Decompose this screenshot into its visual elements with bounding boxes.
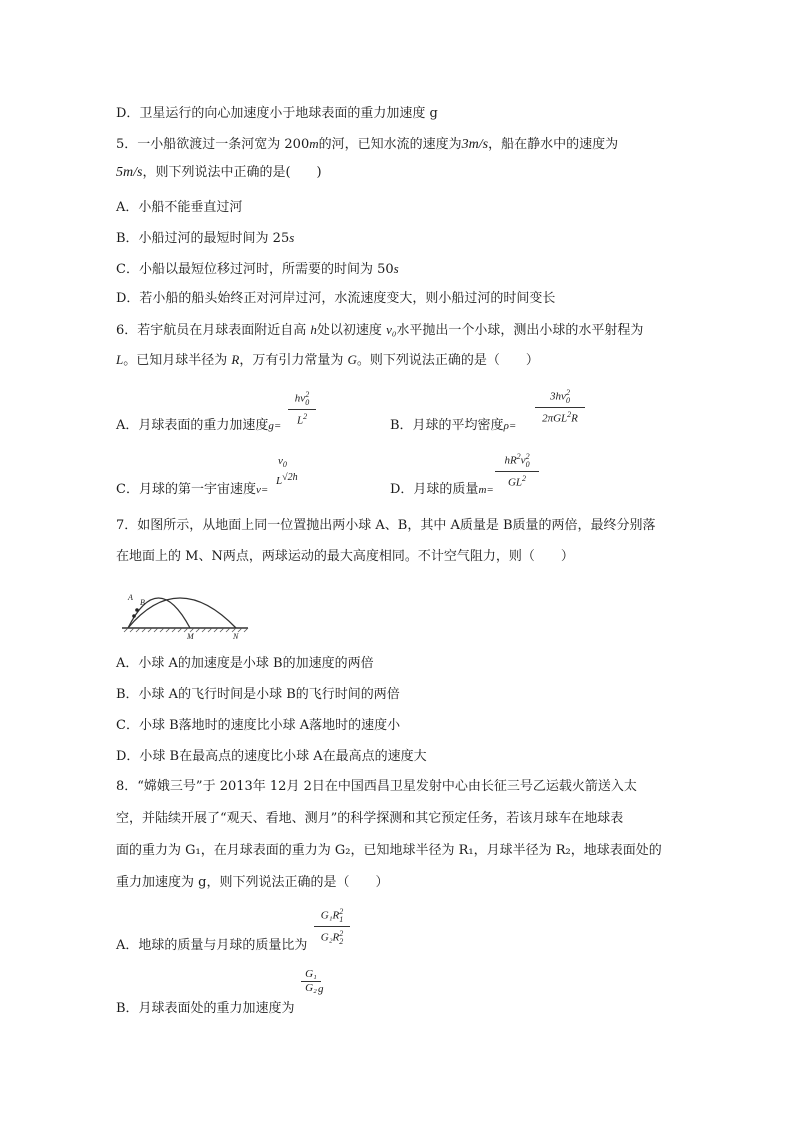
q7-stem-line1: 7．如图所示，从地面上同一位置抛出两小球 A、B，其中 A质量是 B质量的两倍，最终分别落 xyxy=(116,518,656,533)
q8-stem-line1: 8．“嫦娥三号”于 2013年 12月 2日在中国西昌卫星发射中心由长征三号乙运载火箭送入太 xyxy=(116,779,637,794)
q8-option-b-g: g xyxy=(318,983,324,995)
q8-stem-line2: 空，并陆续开展了“观天、看地、测月”的科学探测和其它预定任务，若该月球车在地球表 xyxy=(116,811,624,826)
q5-stem-line2: 5m/s，则下列说法中正确的是( ) xyxy=(116,165,322,180)
label-n: N xyxy=(233,632,239,640)
ball-a xyxy=(132,614,136,618)
q6-option-d-formula: $hR^2v^2_0$ $GL^2$ xyxy=(495,450,539,490)
q8-option-a: A．地球的质量与月球的质量比为 xyxy=(116,938,308,953)
q8-stem-line4: 重力加速度为 g，则下列说法正确的是（ ） xyxy=(116,875,389,890)
label-b: B xyxy=(140,598,145,607)
q4-option-d: D．卫星运行的向心加速度小于地球表面的重力加速度 g xyxy=(116,106,438,121)
q5-stem-line1: 5．一小船欲渡过一条河宽为 200m的河，已知水流的速度为3m/s，船在静水中的速度为 xyxy=(116,136,619,152)
q7-option-b: B．小球 A的飞行时间是小球 B的飞行时间的两倍 xyxy=(116,687,400,702)
q5-option-c: C．小船以最短位移过河时，所需要的时间为 50s xyxy=(116,261,399,277)
q6-option-b: B．月球的平均密度ρ= xyxy=(390,418,517,433)
q6-option-a-formula: $hv^2_0$ $L^2$ xyxy=(288,388,316,428)
q8-option-b: B．月球表面处的重力加速度为 xyxy=(116,1001,295,1016)
q6-option-c: C．月球的第一宇宙速度v= xyxy=(116,482,269,497)
q6-stem-line1: 6．若宇航员在月球表面附近自高 h处以初速度 v₀水平抛出一个小球，测出小球的水平射程为 xyxy=(116,322,644,338)
q7-stem-line2: 在地面上的 M、N两点，两球运动的最大高度相同。不计空气阻力，则（ ） xyxy=(116,549,574,564)
q5-option-b: B．小船过河的最短时间为 25s xyxy=(116,230,295,246)
q5-option-d: D．若小船的船头始终正对河岸过河，水流速度变大，则小船过河的时间变长 xyxy=(116,291,556,306)
q6-option-b-formula: $3hv^2_0$ 2πGL$^2$R xyxy=(535,386,585,426)
q7-option-c: C．小球 B落地时的速度比小球 A落地时的速度小 xyxy=(116,718,401,733)
q5-option-a: A．小船不能垂直过河 xyxy=(116,200,243,215)
q6-option-d: D．月球的质量m= xyxy=(390,482,494,497)
ball-b xyxy=(135,608,139,612)
q7-figure xyxy=(118,582,253,644)
q7-option-d: D．小球 B在最高点的速度比小球 A在最高点的速度大 xyxy=(116,749,427,764)
label-a: A xyxy=(128,593,133,602)
label-m: M xyxy=(187,632,194,640)
q6-stem-line2: L。已知月球半径为 R，万有引力常量为 G。则下列说法正确的是（ ） xyxy=(116,352,539,368)
q6-option-a: A．月球表面的重力加速度g= xyxy=(116,418,282,433)
q6-option-c-formula: $v_0$ L√2h xyxy=(276,455,298,488)
q8-stem-line3: 面的重力为 G₁，在月球表面的重力为 G₂，已知地球半径为 R₁，月球半径为 R₂，地球表面处的 xyxy=(116,843,662,858)
q8-option-a-formula: $G_1R^2_1$ $G_2R^2_2$ xyxy=(314,905,350,948)
q8-option-b-formula: G₁ G₂ xyxy=(301,968,321,995)
q7-option-a: A．小球 A的加速度是小球 B的加速度的两倍 xyxy=(116,656,374,671)
